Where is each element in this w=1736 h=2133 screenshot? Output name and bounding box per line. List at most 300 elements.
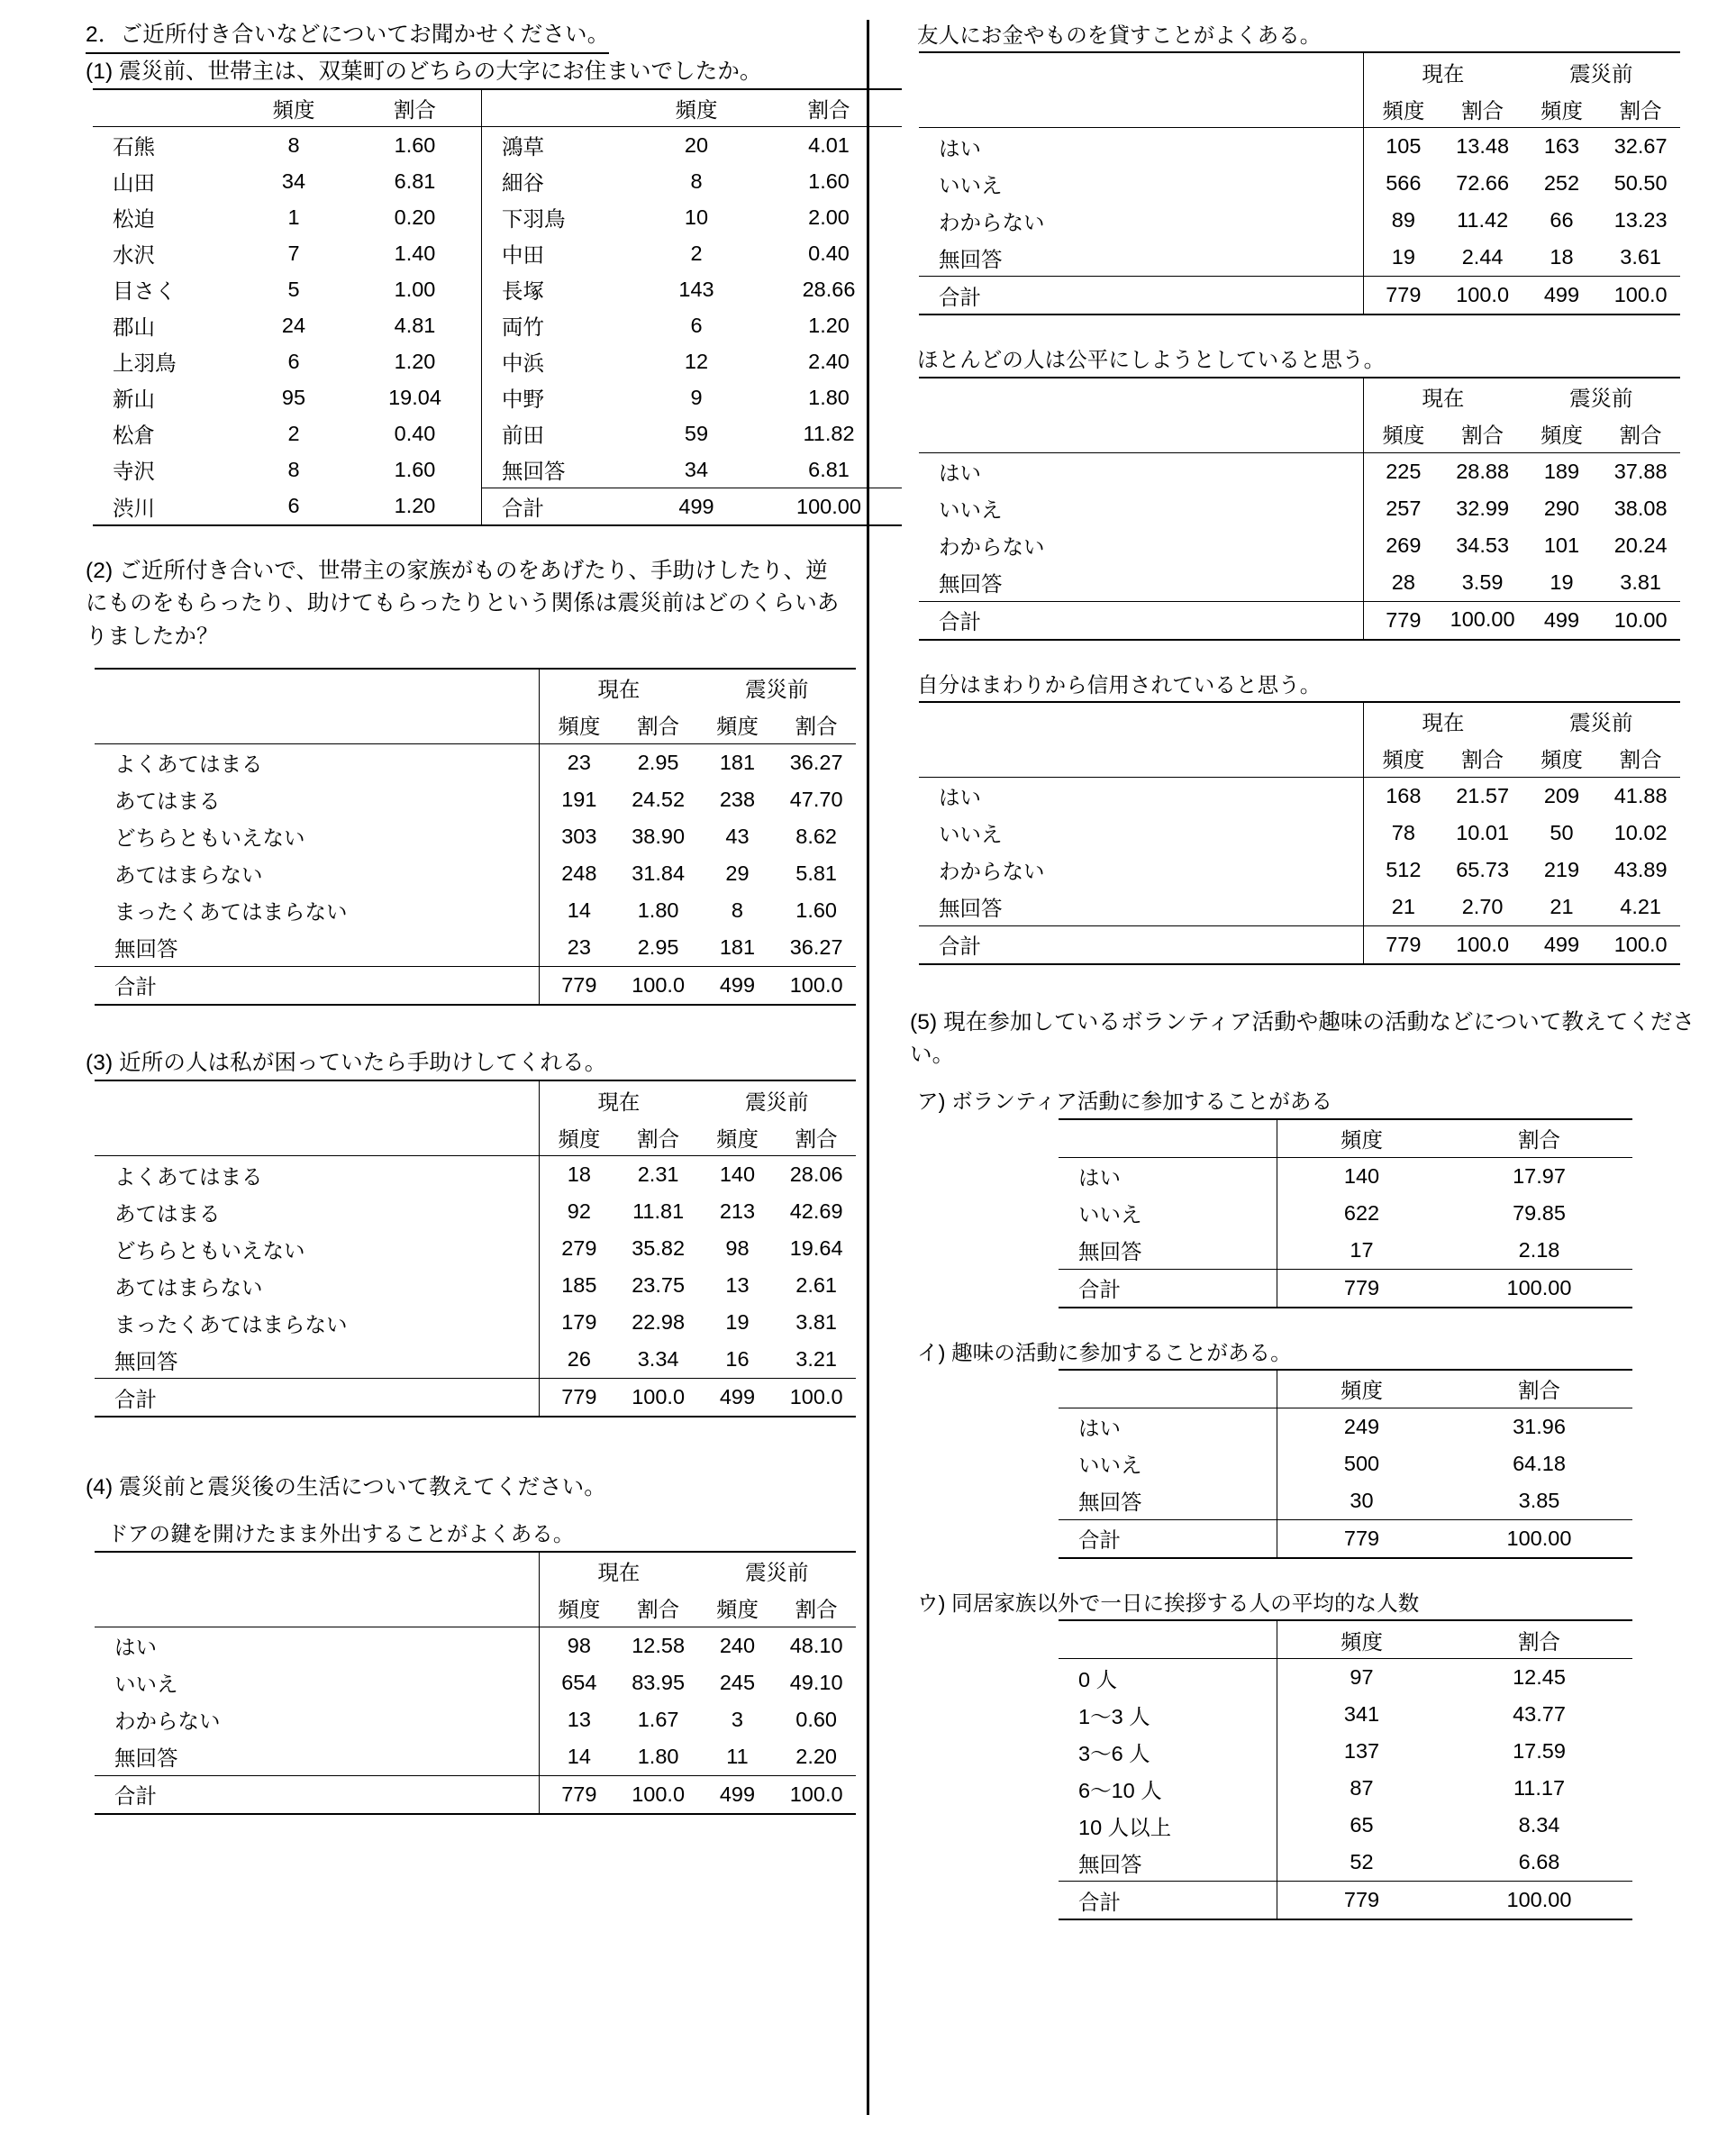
table-total-row: [95, 1379, 856, 1417]
cell-pct-total: 100.00: [756, 488, 902, 526]
row-label: はい: [939, 461, 981, 485]
cell-pct: 1.60: [808, 169, 850, 193]
cell-before-pct: 28.06: [789, 1162, 843, 1187]
cell-now-pct: 12.58: [632, 1633, 686, 1657]
row-label-total: 合計: [95, 1775, 540, 1814]
cell-pct: 17.59: [1513, 1739, 1566, 1763]
cell-now-pct: 2.44: [1443, 239, 1522, 277]
question-4-text: (4) 震災前と震災後の生活について教えてください。: [86, 1475, 606, 1500]
question-5-text: (5) 現在参加しているボランティア活動や趣味の活動などについて教えてください。: [910, 1009, 1695, 1067]
row-label: よくあてはまる: [114, 752, 263, 777]
row-label: 無回答: [919, 239, 1364, 277]
table-row: [919, 564, 1680, 602]
row-label: 石熊: [113, 135, 155, 160]
table-header-row: [1059, 1620, 1632, 1659]
col-header-freq: 頻度: [1522, 740, 1602, 778]
cell-pct-total: 100.00: [1446, 1519, 1632, 1558]
table-row: [95, 1664, 856, 1701]
cell-freq: 140: [1277, 1157, 1447, 1195]
table-group-header-row: [919, 378, 1680, 415]
cell-before-pct-total: 100.0: [777, 1775, 856, 1814]
cell-freq: 8: [690, 169, 703, 193]
cell-freq: 65: [1277, 1807, 1447, 1844]
cell-pct: 64.18: [1513, 1451, 1566, 1475]
cell-now-pct: 3.34: [619, 1341, 698, 1379]
table-row: [93, 163, 902, 199]
cell-now-pct-total: 100.0: [1443, 925, 1522, 964]
cell-before-pct: 32.67: [1613, 134, 1668, 159]
col-header-pct: 割合: [777, 1118, 856, 1156]
cell-freq: 52: [1277, 1844, 1447, 1882]
cell-freq: 1: [287, 205, 300, 229]
cell-before-freq: 181: [698, 929, 777, 967]
cell-before-freq: 29: [725, 861, 750, 885]
row-label: あてはまらない: [114, 863, 263, 888]
cell-now-pct: 13.48: [1456, 134, 1510, 159]
row-label-total: 合計: [919, 601, 1364, 640]
table-row: [95, 1701, 856, 1738]
table-row: [919, 777, 1680, 815]
cell-now-pct: 31.84: [632, 861, 686, 885]
cell-freq: 12: [684, 349, 709, 373]
col-header-pct: 割合: [777, 706, 856, 744]
cell-freq: 6: [690, 313, 703, 337]
cell-before-freq: 213: [719, 1199, 756, 1224]
table-row: [1059, 1696, 1632, 1733]
table-q5a-volunteer-activity: [1059, 1118, 1632, 1308]
cell-now-freq: 78: [1364, 815, 1443, 852]
table-row: [919, 889, 1680, 926]
row-label: 無回答: [95, 1738, 540, 1776]
cell-now-freq: 18: [540, 1156, 619, 1194]
cell-before-freq: 98: [725, 1236, 750, 1261]
cell-freq: 34: [281, 169, 306, 193]
cell-now-pct: 83.95: [632, 1670, 686, 1694]
cell-freq: 341: [1277, 1696, 1447, 1733]
cell-now-freq: 248: [540, 855, 619, 892]
table-q3-neighbors-help: [95, 1080, 856, 1417]
row-label: 中浜: [482, 343, 638, 379]
cell-freq: 622: [1277, 1195, 1447, 1232]
cell-before-pct: 38.08: [1613, 496, 1668, 520]
cell-before-freq: 18: [1522, 239, 1602, 277]
question-5b-title: イ) 趣味の活動に参加することがある。: [917, 1340, 1292, 1364]
row-label: はい: [114, 1636, 157, 1660]
cell-pct: 31.96: [1513, 1414, 1566, 1438]
cell-freq: 17: [1277, 1232, 1447, 1270]
cell-before-freq: 209: [1543, 783, 1580, 807]
row-label: わからない: [939, 210, 1045, 234]
col-header-freq: 頻度: [1364, 740, 1443, 778]
cell-before-pct: 2.20: [777, 1738, 856, 1776]
table-row: [95, 1193, 856, 1230]
table-q4b-lending-money: [919, 51, 1680, 315]
table-row: [1059, 1807, 1632, 1844]
row-label: 目さく: [113, 279, 177, 304]
question-5c-title: ウ) 同居家族以外で一日に挨拶する人の平均的な人数: [917, 1591, 1420, 1615]
cell-before-pct: 43.89: [1613, 857, 1668, 881]
table-row: [95, 743, 856, 781]
col-header-freq: 頻度: [540, 1118, 619, 1156]
cell-now-freq: 303: [540, 818, 619, 855]
table-total-row: [1059, 1269, 1632, 1308]
col-header-pct: 割合: [1601, 740, 1680, 778]
cell-now-freq-total: 779: [1364, 925, 1443, 964]
cell-pct: 1.80: [808, 385, 850, 409]
table-row: [919, 852, 1680, 889]
group-header-now: 現在: [1364, 52, 1522, 90]
cell-pct: 1.00: [394, 277, 436, 301]
row-label-total: 合計: [1059, 1519, 1277, 1558]
col-header-freq: 頻度: [239, 89, 349, 127]
cell-pct: 6.81: [394, 169, 436, 193]
cell-freq-total: 499: [637, 488, 756, 526]
cell-now-freq: 14: [540, 892, 619, 929]
group-header-before: 震災前: [698, 669, 856, 706]
cell-before-freq-total: 499: [1522, 601, 1602, 640]
cell-now-pct: 28.88: [1456, 459, 1510, 483]
col-header-pct: 割合: [1443, 90, 1522, 128]
row-label: 新山: [113, 387, 155, 412]
group-header-before: 震災前: [698, 1552, 856, 1590]
row-label: 郡山: [113, 315, 155, 340]
cell-pct: 1.60: [394, 457, 436, 481]
cell-before-pct: 48.10: [789, 1633, 843, 1657]
row-label: いいえ: [1078, 1454, 1142, 1478]
table-q5b-hobby-activity: [1059, 1369, 1632, 1559]
cell-freq: 137: [1277, 1733, 1447, 1770]
cell-now-pct: 22.98: [632, 1310, 686, 1335]
col-header-freq: 頻度: [1522, 90, 1602, 128]
row-label: 無回答: [1059, 1844, 1277, 1882]
cell-pct: 2.40: [808, 349, 850, 373]
cell-now-pct: 65.73: [1456, 857, 1510, 881]
cell-pct: 1.60: [394, 132, 436, 157]
table-row: [95, 1738, 856, 1776]
row-label-total: 合計: [1059, 1882, 1277, 1920]
table-header-row: [919, 740, 1680, 778]
row-label: 鴻草: [482, 127, 638, 164]
table-total-row: [919, 601, 1680, 640]
table-row: [95, 1267, 856, 1304]
col-header-pct: 割合: [756, 89, 902, 127]
cell-now-pct-total: 100.00: [1443, 601, 1522, 640]
row-label-total: 合計: [95, 966, 540, 1005]
cell-before-freq: 140: [719, 1162, 756, 1187]
col-header-freq: 頻度: [1522, 415, 1602, 453]
table-row: [95, 781, 856, 818]
cell-pct: 3.85: [1446, 1482, 1632, 1520]
cell-before-freq-total: 499: [698, 1379, 777, 1417]
cell-before-pct-total: 100.0: [1601, 277, 1680, 315]
cell-pct: 2.18: [1446, 1232, 1632, 1270]
cell-before-pct: 36.27: [789, 750, 843, 774]
table-header-row: [1059, 1370, 1632, 1408]
group-header-before: 震災前: [1522, 52, 1680, 90]
table-row: [93, 379, 902, 415]
table-row: [919, 490, 1680, 527]
cell-before-pct: 13.23: [1613, 208, 1668, 232]
cell-before-pct: 42.69: [789, 1199, 843, 1224]
cell-before-pct: 8.62: [795, 824, 838, 848]
cell-pct: 17.97: [1513, 1163, 1566, 1188]
cell-now-freq: 566: [1364, 165, 1443, 202]
cell-pct: 1.40: [394, 241, 436, 265]
group-header-now: 現在: [1364, 702, 1522, 740]
cell-before-pct: 10.02: [1613, 820, 1668, 844]
cell-now-pct: 35.82: [632, 1236, 686, 1261]
row-label: わからない: [114, 1709, 221, 1734]
cell-now-freq: 13: [540, 1701, 619, 1738]
cell-now-freq: 92: [540, 1193, 619, 1230]
table-row: [919, 452, 1680, 490]
cell-before-pct-total: 10.00: [1601, 601, 1680, 640]
cell-freq-total: 779: [1277, 1882, 1447, 1920]
table-total-row: [93, 488, 902, 526]
row-label: 両竹: [482, 307, 638, 343]
table-row: [1059, 1733, 1632, 1770]
table-q4d-trusted-by-others: [919, 701, 1680, 965]
cell-freq-total: 779: [1277, 1269, 1447, 1308]
cell-now-freq: 257: [1364, 490, 1443, 527]
table-total-row: [95, 966, 856, 1005]
cell-before-pct-total: 100.0: [777, 1379, 856, 1417]
table-row: [95, 1304, 856, 1341]
table-row: [919, 128, 1680, 166]
row-label: 0 人: [1078, 1667, 1118, 1691]
row-label: いいえ: [939, 173, 1003, 197]
row-label: 無回答: [919, 564, 1364, 602]
question-1-text: (1) 震災前、世帯主は、双葉町のどちらの大字にお住まいでしたか。: [86, 59, 762, 84]
group-header-now: 現在: [1364, 378, 1522, 415]
row-label: よくあてはまる: [114, 1164, 263, 1189]
table-group-header-row: [919, 702, 1680, 740]
table-row: [919, 239, 1680, 277]
question-4a-title: ドアの鍵を開けたまま外出することがよくある。: [107, 1522, 575, 1546]
question-3-text: (3) 近所の人は私が困っていたら手助けしてくれる。: [86, 1050, 607, 1075]
cell-pct: 0.40: [808, 241, 850, 265]
row-label: 上羽鳥: [113, 351, 177, 376]
cell-freq: 10: [684, 205, 709, 229]
cell-before-freq: 16: [698, 1341, 777, 1379]
row-label: いいえ: [939, 498, 1003, 522]
cell-before-pct-total: 100.0: [1601, 925, 1680, 964]
cell-before-freq: 181: [719, 750, 756, 774]
cell-before-freq: 8: [731, 898, 743, 922]
cell-before-freq: 163: [1543, 134, 1580, 159]
cell-before-freq: 245: [719, 1670, 756, 1694]
col-header-freq: 頻度: [1277, 1620, 1447, 1659]
col-header-freq: 頻度: [698, 1118, 777, 1156]
table-row: [95, 855, 856, 892]
cell-freq: 500: [1277, 1445, 1447, 1482]
row-label: あてはまらない: [114, 1275, 263, 1299]
table-row: [1059, 1445, 1632, 1482]
col-header-pct: 割合: [1601, 90, 1680, 128]
table-row: [1059, 1157, 1632, 1195]
cell-now-pct: 11.81: [632, 1199, 685, 1224]
cell-now-pct: 2.95: [637, 750, 679, 774]
row-label: 中田: [482, 235, 638, 271]
row-label: いいえ: [939, 823, 1003, 847]
cell-now-freq-total: 779: [540, 1379, 619, 1417]
row-label: 6〜10 人: [1078, 1778, 1162, 1802]
table-row: [1059, 1482, 1632, 1520]
cell-freq: 34: [637, 451, 756, 488]
row-label: どちらともいえない: [114, 1238, 305, 1262]
cell-now-freq: 19: [1364, 239, 1443, 277]
cell-pct: 1.20: [808, 313, 850, 337]
row-label: 無回答: [95, 1341, 540, 1379]
cell-before-freq: 11: [698, 1738, 777, 1776]
cell-before-pct: 5.81: [795, 861, 838, 885]
cell-before-freq: 66: [1550, 208, 1574, 232]
cell-now-pct: 2.95: [619, 929, 698, 967]
table-total-row: [919, 925, 1680, 964]
table-q2-neighborhood-exchange: [95, 668, 856, 1006]
col-header-pct: 割合: [1443, 740, 1522, 778]
table-row: [93, 199, 902, 235]
table-header-row: [93, 89, 902, 127]
cell-now-freq: 105: [1364, 128, 1443, 166]
cell-now-pct: 2.31: [637, 1162, 679, 1187]
cell-before-freq: 252: [1543, 171, 1580, 196]
table-row: [95, 1230, 856, 1267]
cell-before-pct-total: 100.0: [777, 966, 856, 1005]
cell-before-freq: 101: [1543, 533, 1580, 557]
table-row: [95, 1341, 856, 1379]
cell-now-pct: 72.66: [1456, 171, 1510, 196]
cell-pct: 11.17: [1513, 1776, 1566, 1800]
right-column: [869, 20, 1736, 2133]
row-label: わからない: [939, 535, 1045, 559]
row-label: はい: [939, 786, 981, 810]
table-row: [93, 451, 902, 488]
table-q4c-people-fair: [919, 377, 1680, 641]
table-row: [1059, 1195, 1632, 1232]
col-header-pct: 割合: [619, 1118, 698, 1156]
table-row: [95, 1156, 856, 1194]
row-label: 10 人以上: [1078, 1815, 1172, 1839]
row-label: 無回答: [482, 451, 638, 488]
row-label: まったくあてはまらない: [114, 900, 348, 925]
cell-now-pct: 24.52: [632, 787, 686, 811]
cell-before-pct: 3.61: [1601, 239, 1680, 277]
row-label: はい: [939, 136, 981, 160]
cell-now-freq: 225: [1364, 452, 1443, 490]
cell-now-freq: 512: [1364, 852, 1443, 889]
left-column: [0, 20, 867, 2133]
cell-pct: 6.68: [1446, 1844, 1632, 1882]
row-label: 無回答: [919, 889, 1364, 926]
cell-before-freq: 3: [731, 1707, 743, 1731]
cell-now-pct: 1.80: [637, 898, 679, 922]
cell-now-freq: 28: [1364, 564, 1443, 602]
question-4c-title: ほとんどの人は公平にしようとしていると思う。: [917, 348, 1386, 372]
row-label-total: 合計: [919, 277, 1364, 315]
cell-now-freq: 279: [540, 1230, 619, 1267]
cell-freq: 9: [690, 385, 703, 409]
row-label-total: 合計: [919, 925, 1364, 964]
cell-now-freq-total: 779: [1364, 601, 1443, 640]
row-label: 松倉: [113, 424, 155, 448]
cell-before-freq: 50: [1550, 820, 1574, 844]
cell-freq: 5: [287, 277, 300, 301]
cell-before-pct: 1.60: [795, 898, 838, 922]
question-5a-title: ア) ボランティア活動に参加することがある: [917, 1089, 1333, 1114]
table-total-row: [919, 277, 1680, 315]
cell-before-freq-total: 499: [1522, 277, 1602, 315]
cell-now-freq: 23: [540, 929, 619, 967]
row-label: はい: [1078, 1417, 1121, 1441]
cell-now-freq: 269: [1364, 527, 1443, 564]
table-row: [919, 165, 1680, 202]
cell-freq: 6: [239, 488, 349, 526]
table-row: [1059, 1659, 1632, 1697]
cell-now-pct: 10.01: [1456, 820, 1510, 844]
cell-freq: 95: [281, 385, 306, 409]
cell-now-freq: 185: [540, 1267, 619, 1304]
cell-now-pct-total: 100.0: [619, 1379, 698, 1417]
cell-pct: 43.77: [1513, 1702, 1566, 1726]
cell-before-pct: 49.10: [789, 1670, 843, 1694]
cell-now-pct: 1.67: [637, 1707, 679, 1731]
table-total-row: [1059, 1882, 1632, 1920]
table-row: [1059, 1408, 1632, 1445]
group-header-now: 現在: [540, 1080, 698, 1118]
cell-now-pct: 23.75: [632, 1273, 686, 1298]
cell-pct: 4.81: [394, 313, 436, 337]
cell-now-pct: 11.42: [1457, 208, 1509, 232]
cell-pct: 2.00: [808, 205, 850, 229]
cell-now-freq: 168: [1364, 777, 1443, 815]
row-label-total: 合計: [1059, 1269, 1277, 1308]
col-header-freq: 頻度: [698, 706, 777, 744]
col-header-freq: 頻度: [1277, 1370, 1447, 1408]
cell-before-freq-total: 499: [698, 966, 777, 1005]
row-label: 下羽鳥: [482, 199, 638, 235]
cell-freq: 24: [281, 313, 306, 337]
row-label: 寺沢: [113, 460, 155, 484]
col-header-pct: 割合: [1601, 415, 1680, 453]
row-label: いいえ: [114, 1673, 178, 1697]
group-header-before: 震災前: [1522, 378, 1680, 415]
cell-now-pct: 3.59: [1443, 564, 1522, 602]
table-header-row: [95, 1118, 856, 1156]
row-label: 長塚: [482, 271, 638, 307]
row-label: まったくあてはまらない: [114, 1312, 348, 1336]
table-q4a-door-unlocked: [95, 1551, 856, 1815]
cell-before-pct: 36.27: [777, 929, 856, 967]
cell-freq: 2: [287, 421, 300, 445]
table-group-header-row: [919, 52, 1680, 90]
group-header-now: 現在: [540, 1552, 698, 1590]
cell-before-freq: 238: [719, 787, 756, 811]
cell-freq: 2: [690, 241, 703, 265]
table-row: [93, 343, 902, 379]
question-4b-title: 友人にお金やものを貸すことがよくある。: [917, 23, 1322, 47]
col-header-freq: 頻度: [540, 706, 619, 744]
table-row: [95, 818, 856, 855]
cell-now-freq: 23: [540, 743, 619, 781]
cell-freq: 30: [1277, 1482, 1447, 1520]
cell-freq: 6: [287, 349, 300, 373]
cell-now-pct: 34.53: [1456, 533, 1510, 557]
cell-pct: 79.85: [1513, 1200, 1566, 1225]
table-row: [93, 127, 902, 164]
cell-now-freq: 191: [540, 781, 619, 818]
table-total-row: [95, 1775, 856, 1814]
